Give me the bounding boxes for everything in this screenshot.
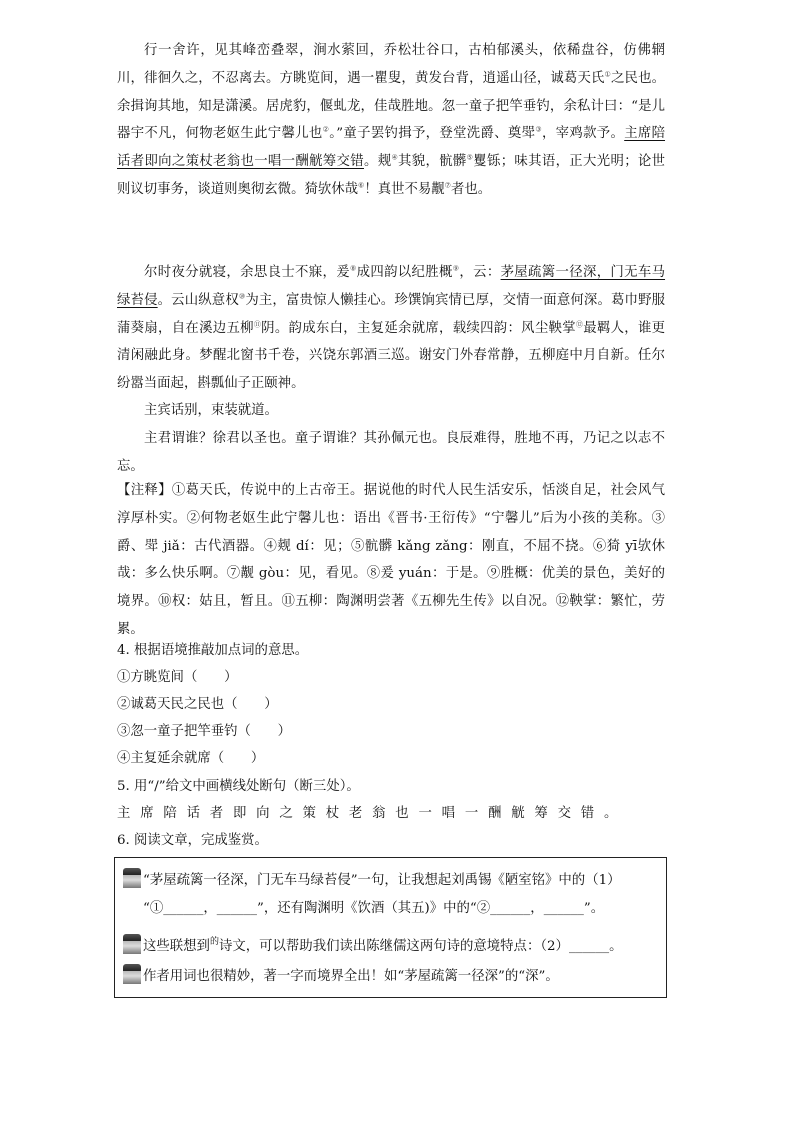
footnote-marker: ⑥	[358, 181, 365, 190]
box-line-4: 作者用词也很精妙，著一字而境界全出！如“茅屋疏篱一径深”的“深”。	[123, 964, 559, 988]
footnote-marker: ④	[391, 153, 399, 162]
footnote-marker: ②	[322, 125, 330, 134]
question-5-text: 主席陪话者即向之策杖老翁也一唱一酬觥筹交错。	[117, 806, 628, 821]
box-line-1: “茅屋疏篱一径深，门无车马绿苔侵”一句，让我想起刘禹锡《陋室铭》中的（1）	[123, 868, 621, 892]
underlined-poem-line: 茅屋疏篱一径深，门无车马绿苔侵	[117, 265, 666, 308]
question-5: 5. 用“/”给文中画横线处断句（断三处）。	[117, 779, 360, 794]
student-avatar-icon	[123, 964, 141, 984]
footnote-marker: ⑫	[575, 320, 584, 329]
student-avatar-icon	[123, 934, 141, 954]
footnote-marker: ③	[535, 125, 542, 134]
footnote-marker: ⑧	[349, 264, 357, 273]
footnote-marker: ⑪	[253, 320, 262, 329]
passage-paragraph-1: 行一舍许，见其峰峦叠翠，涧水萦回，乔松壮谷口，古柏郁溪头，依稀盘谷，仿佛辋川，徘徊久之，不忍离去。方眺览间，遇一瞿叟，黄发台背，逍遥山径，诚葛天氏①之民也。余揖询其地，知是潇溪。居虎豹，偃虬龙，佳哉胜地。忽一童子把竿垂钓，余私计曰：“是儿器宇不凡，何物老妪生此宁馨儿也②。”童子罢钓揖予，登堂洗爵、奠斝③，宰鸡款予。主席陪话者即向之策杖老翁也一唱一酬觥筹交错。觌④其貌，骯髒⑤矍铄；味其语，正大光明；论世则议切事务，谈道则奥彻玄微。猗欤休哉⑥！真世不易觏⑦者也。	[117, 43, 666, 197]
question-4-item-3: ③忽一童子把竿垂钓（ ）	[117, 724, 292, 739]
footnote-marker: ⑨	[452, 264, 460, 273]
annotation-notes: 【注释】①葛天氏，传说中的上古帝王。据说他的时代人民生活安乐，恬淡自足，社会风气淳厚朴实。②何物老妪生此宁馨儿也：语出《晋书·王衍传》“宁馨儿”后为小孩的美称。③爵、斝 jiǎ：古代酒器。④觌 dí：见；⑤骯髒 kǎng zǎng：刚直，不屈不挠。⑥猗 yī欤休哉：多么快乐啊。⑦觏 gòu：见，看见。⑧爰 yuán：于是。⑨胜概：优美的景色，美好的境界。⑩权：姑且，暂且。⑪五柳：陶渊明尝著《五柳先生传》以自况。⑫鞅掌：繁忙，劳累。	[117, 483, 665, 637]
box-line-2: “①______，______”，还有陶渊明《饮酒（其五)》中的“②______，______”。	[143, 901, 605, 916]
question-4-item-2: ②诚葛天民之民也（ ）	[117, 697, 278, 712]
student-avatar-icon	[123, 868, 141, 888]
question-4: 4. 根据语境推敲加点词的意思。	[117, 643, 309, 658]
footnote-marker: ⑤	[466, 153, 474, 162]
footnote-marker: ⑦	[444, 181, 451, 190]
appreciation-box	[114, 857, 667, 998]
footnote-marker: ①	[604, 70, 611, 79]
passage-paragraph-3: 主宾话别，束装就道。	[144, 403, 278, 418]
question-4-item-4: ④主复延余就席（ ）	[117, 751, 265, 766]
passage-paragraph-2: 尔时夜分就寝，余思良士不寐，爰⑧成四韵以纪胜概⑨，云：茅屋疏篱一径深，门无车马绿苔侵。云山纵意权⑩为主，富贵惊人懒挂心。珍馔饷宾情已厚，交情一面意何深。葛巾野服蒲葵扇，自在溪边五柳⑪阴。韵成东白，主复延余就席，载续四韵：风尘鞅掌⑫最羁人，谁更清闲融此身。梦醒北窗书千卷，兴饶东郭酒三巡。谢安门外春常静，五柳庭中月自新。任尔纷嚣当面起，斟瓢仙子正颐神。	[117, 264, 666, 392]
question-4-item-1: ①方眺览间（ ）	[117, 670, 238, 685]
footnote-marker: ⑩	[238, 292, 246, 301]
box-line-3: 这些联想到$^的$诗文，可以帮助我们读出陈继儒这两句诗的意境特点：（2）______。	[123, 931, 623, 958]
underlined-sentence: 主席陪话者即向之策杖老翁也一唱一酬觥筹交错	[117, 126, 666, 170]
passage-paragraph-4: 主君谓谁？徐君以圣也。童子谓谁？其孙佩元也。良辰难得，胜地不再，乃记之以志不忘。	[117, 431, 665, 474]
question-6: 6. 阅读文章，完成鉴赏。	[117, 833, 268, 848]
